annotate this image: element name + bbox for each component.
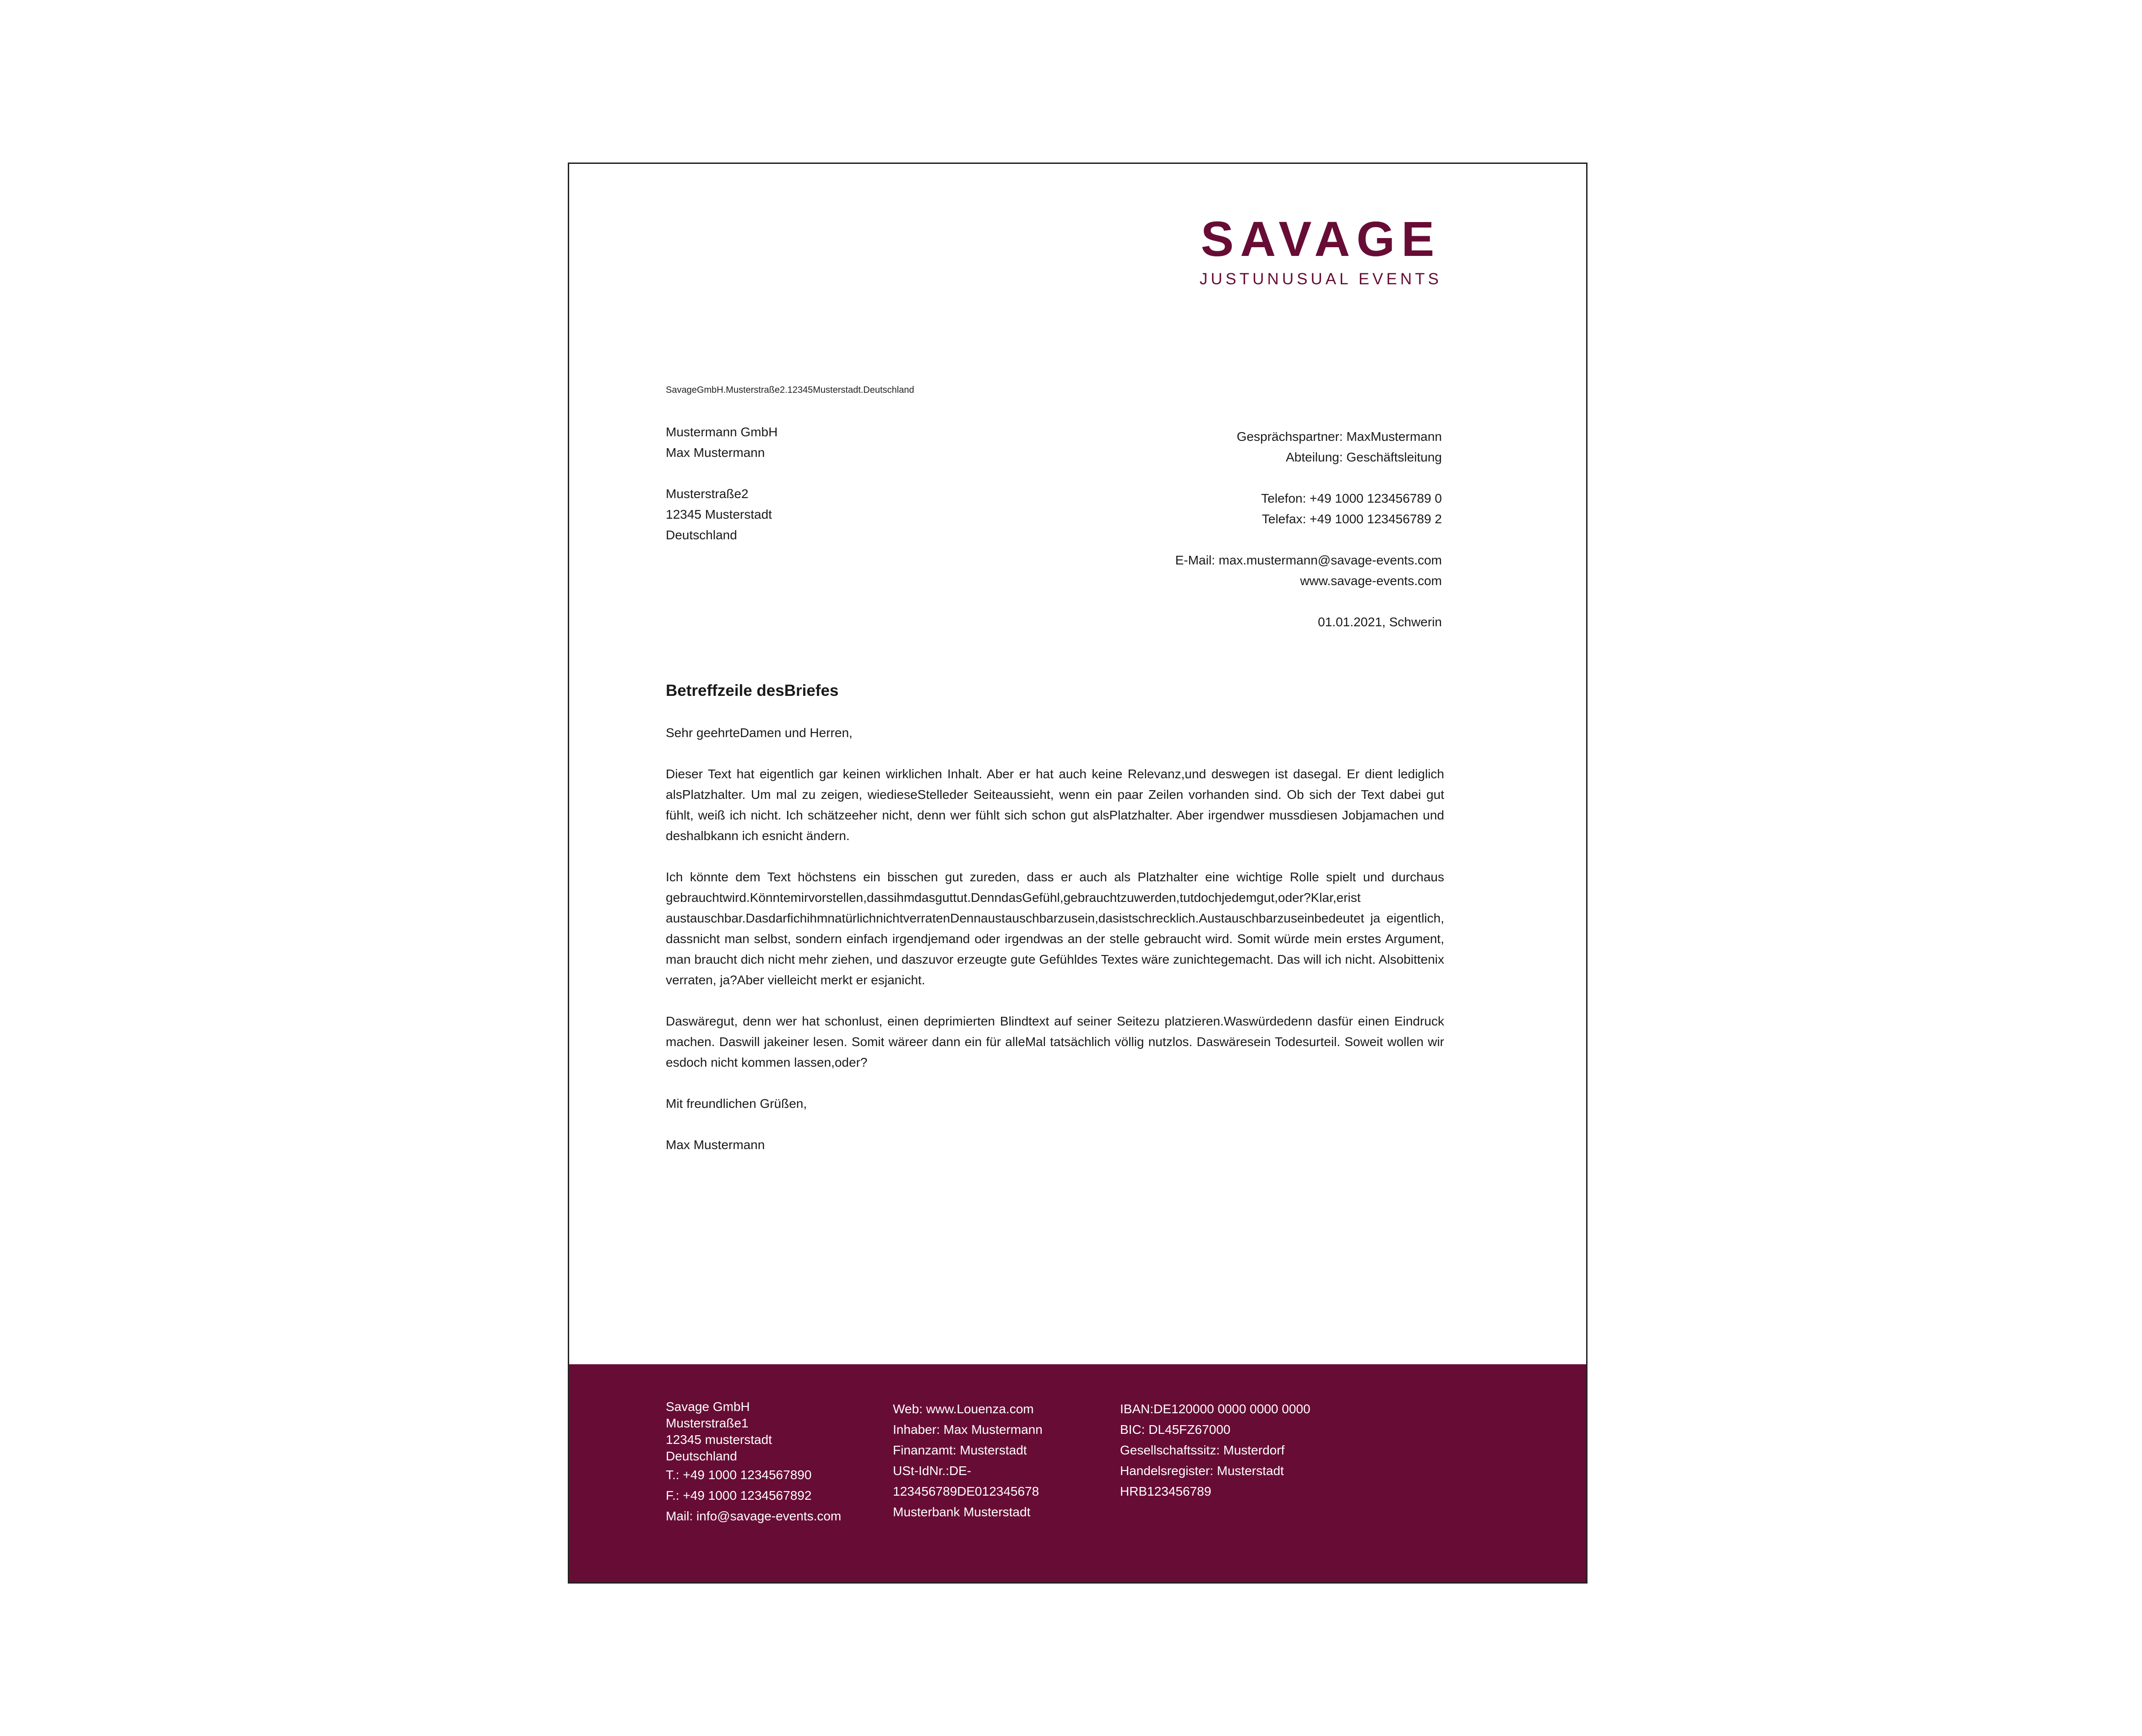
letter-footer [569,1364,1586,1584]
company-logo [1199,211,1442,288]
contact-info-block [1175,426,1442,632]
letter-page [568,163,1587,1584]
footer-line: Handelsregister: Musterstadt [1120,1464,1284,1478]
logo-wordmark: SAVAGE [1201,211,1441,266]
letter-signature: Max Mustermann [666,1138,765,1152]
footer-line: Deutschland [666,1449,737,1463]
footer-line: F.: +49 1000 1234567892 [666,1488,812,1503]
footer-line: Musterstraße1 [666,1416,749,1430]
contact-department: Abteilung: Geschäftsleitung [1286,450,1442,464]
recipient-address-block [666,422,777,545]
contact-partner: Gesprächspartner: MaxMustermann [1236,429,1442,444]
footer-line: USt-IdNr.:DE- [893,1464,972,1478]
recipient-company: Mustermann GmbH [666,425,778,439]
letter-paragraph-1: Dieser Text hat eigentlich gar keinen wirklichen Inhalt. Aber er hat auch keine Relevanz,und deswegen ist dasegal. Er dient lediglich alsPlatzhalter. Um mal zu zeigen, wiedieseStelleder Seiteaussieht, wenn ein paar Zeilen vorhanden sind. Ob sich der Text dabei gut fühlt, weiß ich nicht. Ich schätzeeher nicht, denn wer fühlt sich schon gut alsPlatzhalter. Aber irgendwer mussdiesen Jobjamachen und deshalbkann ich esnicht ändern. [666,767,1444,843]
footer-line: Mail: info@savage-events.com [666,1509,842,1523]
letter-paragraph-3: Daswäregut, denn wer hat schonlust, einen deprimierten Blindtext auf seiner Seitezu platzieren.Waswürdedenn dasfür einen Eindruck machen. Daswill jakeiner lesen. Somit wäreer dann ein für alleMal tatsächlich völlig nutzlos. Daswäresein Todesurteil. Soweit wollen wir esdoch nicht kommen lassen,oder? [666,1014,1444,1069]
contact-fax: Telefax: +49 1000 123456789 2 [1261,512,1442,526]
footer-line: Web: www.Louenza.com [893,1402,1034,1416]
recipient-name: Max Mustermann [666,445,765,460]
letter-body [666,722,1444,1176]
footer-column-address [666,1399,841,1526]
letter-subject: Betreffzeile desBriefes [666,682,839,700]
letter-closing: Mit freundlichen Grüßen, [666,1096,807,1111]
contact-phone: Telefon: +49 1000 123456789 0 [1261,491,1442,505]
logo-tagline: JUSTUNUSUAL EVENTS [1199,270,1442,288]
letter-paragraph-2: Ich könnte dem Text höchstens ein bisschen gut zureden, dass er auch als Platzhalter eine wichtige Rolle spielt und durchaus gebrauchtwird.Könntemirvorstellen,dassihmdasguttut.DenndasGefühl,gebrauchtzuwerden,tutdochjedemgut,oder?Klar,erist austauschbar.DasdarfichihmnatürlichnichtverratenDennaustauschbarzusein,dasistschrecklich.Austauschbarzuseinbedeutet ja eigentlich, dassnicht man selbst, sondern einfach irgendjemand oder irgendwas an der stelle gebraucht wird. Somit würde mein erstes Argument, man braucht dich nicht mehr ziehen, und daszuvor erzeugte gute Gefühldes Textes wäre zunichtegemacht. Das will ich nicht. Alsobittenix verraten, ja?Aber vielleicht merkt er esjanicht. [666,870,1444,987]
recipient-city: 12345 Musterstadt [666,507,772,521]
contact-email: E-Mail: max.mustermann@savage-events.com [1175,553,1442,567]
recipient-country: Deutschland [666,528,737,542]
footer-line: Musterbank Musterstadt [893,1505,1031,1519]
letter-date-place: 01.01.2021, Schwerin [1318,615,1442,629]
footer-line: T.: +49 1000 1234567890 [666,1468,812,1482]
sender-return-address: SavageGmbH.Musterstraße2.12345Musterstadt.Deutschland [666,385,914,395]
contact-web: www.savage-events.com [1300,574,1442,588]
footer-column-company-info [893,1399,1043,1522]
footer-line: Finanzamt: Musterstadt [893,1443,1027,1457]
footer-line: 123456789DE012345678 [893,1484,1039,1498]
letter-salutation: Sehr geehrteDamen und Herren, [666,726,853,740]
footer-line: 12345 musterstadt [666,1432,772,1447]
footer-line: BIC: DL45FZ67000 [1120,1422,1231,1437]
footer-line: IBAN:DE120000 0000 0000 0000 [1120,1402,1310,1416]
footer-line: Savage GmbH [666,1400,750,1414]
footer-line: Inhaber: Max Mustermann [893,1422,1043,1437]
recipient-street: Musterstraße2 [666,487,749,501]
footer-line: HRB123456789 [1120,1484,1212,1498]
footer-column-bank-info [1120,1399,1310,1502]
footer-line: Gesellschaftssitz: Musterdorf [1120,1443,1285,1457]
